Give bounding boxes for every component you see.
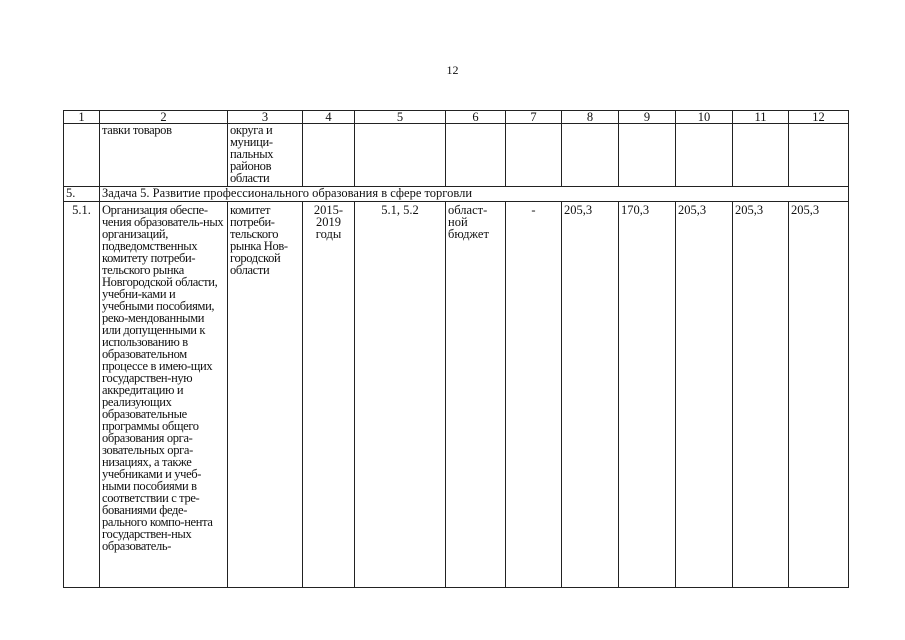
row-col11: 205,3 [733, 202, 789, 588]
cont-cell-4 [303, 124, 355, 187]
table-row [64, 202, 849, 588]
header-cell-11: 11 [733, 111, 789, 124]
section-title: Задача 5. Развитие профессионального образования в сфере торговли [100, 187, 849, 202]
header-cell-1: 1 [64, 111, 100, 124]
header-cell-7: 7 [506, 111, 562, 124]
continuation-row [64, 124, 849, 187]
row-col9: 170,3 [619, 202, 676, 588]
row-targets: 5.1, 5.2 [355, 202, 446, 588]
cont-cell-10 [676, 124, 733, 187]
cont-cell-1 [64, 124, 100, 187]
page-number: 12 [446, 63, 459, 77]
header-cell-6: 6 [446, 111, 506, 124]
cont-cell-8 [562, 124, 619, 187]
row-col10: 205,3 [676, 202, 733, 588]
section-number: 5. [64, 187, 100, 202]
row-col12: 205,3 [789, 202, 849, 588]
row-description: Организация обеспе-чения образователь-ных организаций, подведомственных комитету потреби-тельского рынка Новгородской области, учебни-ками и учебными пособиями, реко-мендованными или допущенными к использованию в образовательном процессе в имею-щих государствен-ную аккредитацию и реализующих образовательные программы общего образования орга-зовательных орга-низациях, а также учебниками и учеб-ными пособиями в соответствии с тре-бованиями феде-рального компо-нента государствен-ных образователь- [100, 202, 228, 588]
header-cell-4: 4 [303, 111, 355, 124]
cont-cell-6 [446, 124, 506, 187]
row-number: 5.1. [64, 202, 100, 588]
cont-cell-9 [619, 124, 676, 187]
header-cell-10: 10 [676, 111, 733, 124]
row-source: област-ной бюджет [446, 202, 506, 588]
program-table [63, 110, 849, 588]
cont-cell-5 [355, 124, 446, 187]
header-cell-5: 5 [355, 111, 446, 124]
header-cell-12: 12 [789, 111, 849, 124]
row-col7: - [506, 202, 562, 588]
header-cell-9: 9 [619, 111, 676, 124]
header-cell-3: 3 [228, 111, 303, 124]
header-row [64, 111, 849, 124]
row-period: 2015-2019 годы [303, 202, 355, 588]
row-executor: комитет потреби-тельского рынка Нов-городской области [228, 202, 303, 588]
cont-cell-11 [733, 124, 789, 187]
header-cell-8: 8 [562, 111, 619, 124]
cont-cell-executor: округа и муници-пальных районов области [228, 124, 303, 187]
cont-cell-7 [506, 124, 562, 187]
row-col8: 205,3 [562, 202, 619, 588]
cont-cell-description: тавки товаров [100, 124, 228, 187]
cont-cell-12 [789, 124, 849, 187]
header-cell-2: 2 [100, 111, 228, 124]
section-row [64, 187, 849, 202]
